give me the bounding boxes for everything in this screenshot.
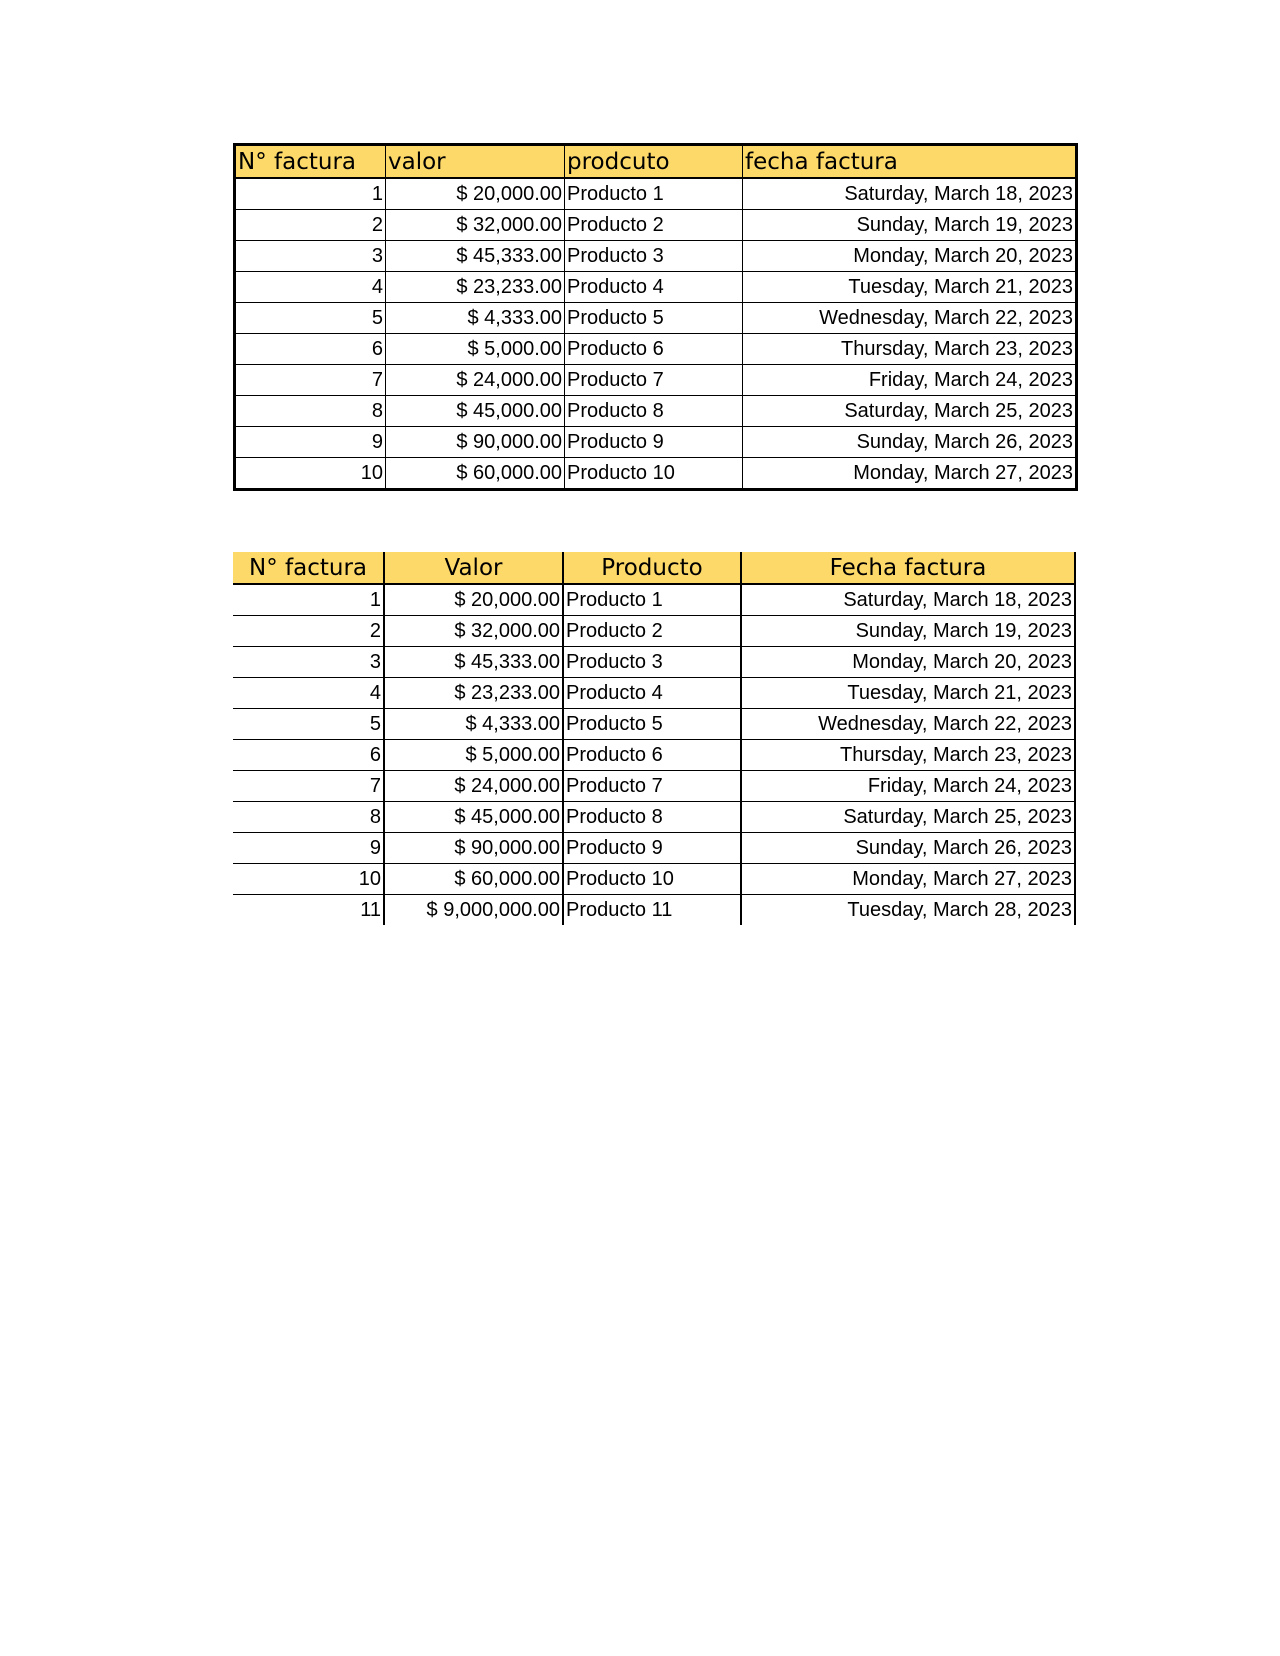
cell-invoice-number[interactable]: 5 <box>233 709 384 740</box>
table-row <box>233 616 1075 647</box>
cell-invoice-number[interactable]: 11 <box>360 898 381 921</box>
table-row <box>233 678 1075 709</box>
cell-product[interactable]: Producto 7 <box>565 365 743 396</box>
cell-invoice-number[interactable]: 7 <box>235 365 386 396</box>
cell-invoice-date[interactable]: Wednesday, March 22, 2023 <box>743 303 1077 334</box>
cell-product[interactable]: Producto 10 <box>563 864 741 895</box>
cell-invoice-date[interactable]: Sunday, March 19, 2023 <box>741 616 1075 647</box>
table-row <box>233 864 1075 895</box>
cell-invoice-number[interactable]: 6 <box>235 334 386 365</box>
invoice-table-original <box>233 143 1078 491</box>
cell-invoice-number[interactable]: 1 <box>233 584 384 616</box>
table-row <box>235 458 1077 490</box>
cell-value[interactable]: $ 45,000.00 <box>386 396 565 427</box>
cell-value[interactable]: $ 23,233.00 <box>384 678 563 709</box>
cell-invoice-number[interactable]: 10 <box>233 864 384 895</box>
cell-invoice-date[interactable]: Monday, March 27, 2023 <box>743 458 1077 490</box>
cell-value[interactable]: $ 60,000.00 <box>386 458 565 490</box>
cell-value[interactable]: $ 4,333.00 <box>384 709 563 740</box>
cell-invoice-date[interactable]: Friday, March 24, 2023 <box>741 771 1075 802</box>
table-row <box>235 241 1077 272</box>
cell-invoice-date[interactable]: Monday, March 20, 2023 <box>743 241 1077 272</box>
cell-product[interactable]: Producto 8 <box>563 802 741 833</box>
cell-invoice-number[interactable]: 9 <box>235 427 386 458</box>
cell-invoice-number[interactable]: 5 <box>235 303 386 334</box>
cell-invoice-date[interactable]: Sunday, March 19, 2023 <box>743 210 1077 241</box>
table-row <box>235 272 1077 303</box>
table-row <box>235 334 1077 365</box>
cell-invoice-date[interactable]: Monday, March 27, 2023 <box>741 864 1075 895</box>
cell-product[interactable]: Producto 9 <box>563 833 741 864</box>
cell-invoice-date[interactable]: Saturday, March 18, 2023 <box>741 584 1075 616</box>
table-row <box>233 647 1075 678</box>
table-row <box>235 210 1077 241</box>
cell-value[interactable]: $ 60,000.00 <box>384 864 563 895</box>
cell-invoice-number[interactable]: 10 <box>235 458 386 490</box>
cell-product[interactable]: Producto 1 <box>563 584 741 616</box>
cell-value[interactable]: $ 5,000.00 <box>384 740 563 771</box>
table-row <box>233 584 1075 616</box>
header-invoice-date[interactable]: Fecha factura <box>741 552 1075 584</box>
table-row <box>235 365 1077 396</box>
cell-invoice-date[interactable]: Thursday, March 23, 2023 <box>741 740 1075 771</box>
cell-product[interactable]: Producto 4 <box>563 678 741 709</box>
cell-product[interactable]: Producto 3 <box>563 647 741 678</box>
cell-product[interactable]: Producto 9 <box>565 427 743 458</box>
table-row <box>233 833 1075 864</box>
cell-invoice-number[interactable]: 2 <box>235 210 386 241</box>
cell-invoice-number[interactable]: 9 <box>233 833 384 864</box>
header-row <box>233 552 1075 584</box>
table-row <box>233 740 1075 771</box>
cell-product[interactable]: Producto 1 <box>565 178 743 210</box>
cell-value[interactable]: $ 90,000.00 <box>384 833 563 864</box>
header-row <box>235 145 1077 179</box>
table-row <box>233 771 1075 802</box>
cell-value[interactable]: $ 23,233.00 <box>386 272 565 303</box>
cell-invoice-number[interactable]: 2 <box>233 616 384 647</box>
cell-invoice-date[interactable]: Saturday, March 25, 2023 <box>743 396 1077 427</box>
cell-product[interactable]: Producto 6 <box>563 740 741 771</box>
cell-product[interactable]: Producto 7 <box>563 771 741 802</box>
cell-product[interactable]: Producto 10 <box>565 458 743 490</box>
cell-product[interactable]: Producto 11 <box>563 895 741 926</box>
cell-invoice-date[interactable]: Tuesday, March 21, 2023 <box>743 272 1077 303</box>
cell-value[interactable]: $ 32,000.00 <box>386 210 565 241</box>
cell-value[interactable]: $ 24,000.00 <box>386 365 565 396</box>
table-row <box>233 802 1075 833</box>
cell-invoice-date[interactable]: Wednesday, March 22, 2023 <box>741 709 1075 740</box>
table-row <box>235 396 1077 427</box>
cell-value[interactable]: $ 9,000,000.00 <box>384 895 563 926</box>
cell-product[interactable]: Producto 2 <box>565 210 743 241</box>
cell-invoice-date[interactable]: Sunday, March 26, 2023 <box>743 427 1077 458</box>
cell-invoice-number[interactable]: 7 <box>233 771 384 802</box>
table-row <box>235 303 1077 334</box>
cell-invoice-date[interactable]: Tuesday, March 21, 2023 <box>741 678 1075 709</box>
cell-invoice-number[interactable]: 3 <box>233 647 384 678</box>
cell-invoice-date[interactable]: Monday, March 20, 2023 <box>741 647 1075 678</box>
cell-invoice-number[interactable]: 4 <box>233 678 384 709</box>
cell-product[interactable]: Producto 4 <box>565 272 743 303</box>
cell-invoice-date[interactable]: Friday, March 24, 2023 <box>743 365 1077 396</box>
cell-invoice-date[interactable]: Thursday, March 23, 2023 <box>743 334 1077 365</box>
table-row <box>233 895 1075 926</box>
cell-value[interactable]: $ 20,000.00 <box>384 584 563 616</box>
cell-value[interactable]: $ 5,000.00 <box>386 334 565 365</box>
cell-invoice-date[interactable]: Saturday, March 25, 2023 <box>741 802 1075 833</box>
cell-value[interactable]: $ 4,333.00 <box>386 303 565 334</box>
header-invoice-date[interactable]: fecha factura <box>743 145 1077 179</box>
cell-invoice-number[interactable]: 3 <box>235 241 386 272</box>
cell-invoice-number[interactable]: 1 <box>235 178 386 210</box>
invoice-table-formatted <box>233 552 1076 925</box>
cell-product[interactable]: Producto 5 <box>565 303 743 334</box>
cell-product[interactable]: Producto 3 <box>565 241 743 272</box>
cell-value[interactable]: $ 45,333.00 <box>384 647 563 678</box>
cell-product[interactable]: Producto 6 <box>565 334 743 365</box>
header-value[interactable]: valor <box>386 145 565 179</box>
cell-value[interactable]: $ 32,000.00 <box>384 616 563 647</box>
cell-invoice-date[interactable]: Tuesday, March 28, 2023 <box>741 895 1075 926</box>
cell-value[interactable]: $ 90,000.00 <box>386 427 565 458</box>
cell-invoice-number[interactable]: 4 <box>235 272 386 303</box>
cell-product[interactable]: Producto 5 <box>563 709 741 740</box>
header-value[interactable]: Valor <box>384 552 563 584</box>
cell-value[interactable]: $ 45,000.00 <box>384 802 563 833</box>
cell-invoice-date[interactable]: Saturday, March 18, 2023 <box>743 178 1077 210</box>
cell-invoice-number[interactable]: 8 <box>235 396 386 427</box>
cell-product[interactable]: Producto 8 <box>565 396 743 427</box>
cell-value[interactable]: $ 24,000.00 <box>384 771 563 802</box>
table-row <box>235 178 1077 210</box>
cell-product[interactable]: Producto 2 <box>563 616 741 647</box>
cell-value[interactable]: $ 45,333.00 <box>386 241 565 272</box>
cell-value[interactable]: $ 20,000.00 <box>386 178 565 210</box>
table-row <box>235 427 1077 458</box>
table-row <box>233 709 1075 740</box>
cell-invoice-number[interactable]: 6 <box>233 740 384 771</box>
header-product[interactable]: Producto <box>563 552 741 584</box>
header-invoice-number[interactable]: N° factura <box>233 552 384 584</box>
cell-invoice-number[interactable]: 8 <box>233 802 384 833</box>
header-invoice-number[interactable]: N° factura <box>235 145 386 179</box>
cell-invoice-date[interactable]: Sunday, March 26, 2023 <box>741 833 1075 864</box>
header-product[interactable]: prodcuto <box>565 145 743 179</box>
